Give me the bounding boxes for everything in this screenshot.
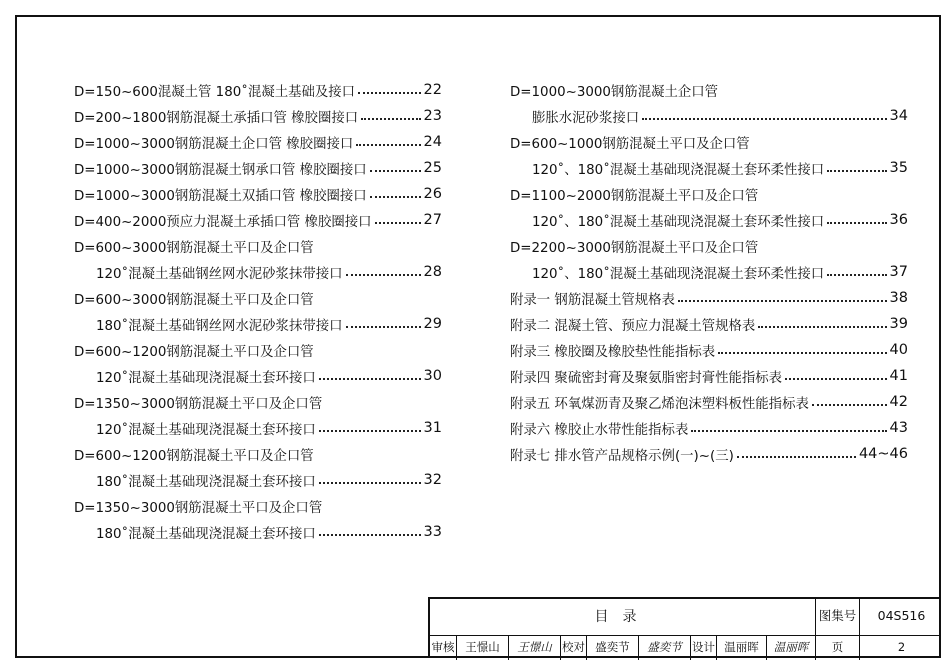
toc-entry-page: 29 xyxy=(423,316,442,332)
page-label: 页 xyxy=(815,636,859,660)
dot-leader xyxy=(691,430,886,432)
toc-entry xyxy=(74,181,442,207)
dot-leader xyxy=(737,456,856,458)
toc-entry-page: 27 xyxy=(423,212,442,228)
toc-entry xyxy=(74,493,442,519)
dot-leader xyxy=(319,482,421,484)
toc-entry-title: 附录一 钢筋混凝土管规格表 xyxy=(510,292,675,308)
dot-leader xyxy=(758,326,886,328)
toc-entry xyxy=(510,415,908,441)
dot-leader xyxy=(346,274,421,276)
dot-leader xyxy=(718,352,886,354)
toc-entry xyxy=(74,311,442,337)
toc-entry-title: 膨胀水泥砂浆接口 xyxy=(532,110,640,126)
toc-entry xyxy=(74,519,442,545)
toc-entry xyxy=(74,337,442,363)
toc-entry-title: 附录二 混凝土管、预应力混凝土管规格表 xyxy=(510,318,756,334)
atlas-number: 04S516 xyxy=(859,599,943,635)
dot-leader xyxy=(642,118,886,120)
toc-entry xyxy=(74,285,442,311)
dot-leader xyxy=(370,170,421,172)
toc-entry-page: 28 xyxy=(423,264,442,280)
toc-entry-page: 40 xyxy=(889,342,908,358)
toc-entry-page: 30 xyxy=(423,368,442,384)
designer-signature: 温丽晖 xyxy=(766,636,815,660)
toc-entry xyxy=(510,259,908,285)
toc-entry-title: D=1000~3000钢筋混凝土企口管 橡胶圈接口 xyxy=(74,136,354,152)
toc-entry-title: 120˚混凝土基础现浇混凝土套环接口 xyxy=(96,422,316,438)
toc-entry-title: D=1100~2000钢筋混凝土平口及企口管 xyxy=(510,188,759,204)
toc-entry-title: D=1000~3000钢筋混凝土钢承口管 橡胶圈接口 xyxy=(74,162,367,178)
toc-entry xyxy=(510,77,908,103)
dot-leader xyxy=(678,300,887,302)
toc-entry xyxy=(74,129,442,155)
toc-entry xyxy=(510,389,908,415)
toc-entry-title: D=400~2000预应力混凝土承插口管 橡胶圈接口 xyxy=(74,214,372,230)
review-label: 审核 xyxy=(431,640,455,654)
toc-entry-title: D=600~3000钢筋混凝土平口及企口管 xyxy=(74,240,314,256)
designer-name: 温丽晖 xyxy=(716,636,766,660)
toc-entry-page: 41 xyxy=(889,368,908,384)
toc-entry-title: D=2200~3000钢筋混凝土平口及企口管 xyxy=(510,240,759,256)
toc-entry-page: 36 xyxy=(889,212,908,228)
dot-leader xyxy=(785,378,886,380)
toc-entry-page: 39 xyxy=(889,316,908,332)
reviewer-signature: 王憬山 xyxy=(508,636,560,660)
title-block xyxy=(428,597,941,658)
toc-entry xyxy=(510,311,908,337)
toc-entry xyxy=(510,181,908,207)
page-number: 2 xyxy=(859,636,943,660)
toc-entry-page: 35 xyxy=(889,160,908,176)
toc-entry-title: 附录五 环氧煤沥青及聚乙烯泡沫塑料板性能指标表 xyxy=(510,396,809,412)
toc-entry-page: 22 xyxy=(423,82,442,98)
toc-entry xyxy=(74,467,442,493)
toc-entry-title: D=1350~3000钢筋混凝土平口及企口管 xyxy=(74,500,323,516)
drawing-title: 目录 xyxy=(594,609,651,625)
dot-leader xyxy=(346,326,421,328)
toc-entry-title: D=600~3000钢筋混凝土平口及企口管 xyxy=(74,292,314,308)
toc-entry-page: 26 xyxy=(423,186,442,202)
toc-entry-title: 附录六 橡胶止水带性能指标表 xyxy=(510,422,689,438)
toc-entry-title: 120˚混凝土基础钢丝网水泥砂浆抹带接口 xyxy=(96,266,343,282)
toc-entry xyxy=(74,77,442,103)
toc-entry-page: 25 xyxy=(423,160,442,176)
toc-entry xyxy=(510,103,908,129)
dot-leader xyxy=(375,222,421,224)
dot-leader xyxy=(319,430,421,432)
check-label: 校对 xyxy=(560,636,586,660)
toc-entry-title: 120˚、180˚混凝土基础现浇混凝土套环柔性接口 xyxy=(532,214,825,230)
toc-entry-page: 32 xyxy=(423,472,442,488)
dot-leader xyxy=(827,170,886,172)
toc-entry-page: 38 xyxy=(889,290,908,306)
dot-leader xyxy=(361,118,420,120)
toc-left-column xyxy=(74,77,442,545)
toc-entry-title: D=200~1800钢筋混凝土承插口管 橡胶圈接口 xyxy=(74,110,359,126)
toc-entry-page: 23 xyxy=(423,108,442,124)
reviewer-name: 王憬山 xyxy=(456,636,508,660)
toc-entry xyxy=(74,155,442,181)
toc-entry xyxy=(74,259,442,285)
atlas-number-label: 图集号 xyxy=(815,599,859,635)
toc-entry-page: 37 xyxy=(889,264,908,280)
toc-entry xyxy=(510,441,908,467)
toc-entry xyxy=(510,129,908,155)
title-block-signature-row xyxy=(430,636,941,660)
toc-entry xyxy=(74,363,442,389)
toc-entry xyxy=(74,103,442,129)
toc-entry-title: D=150~600混凝土管 180˚混凝土基础及接口 xyxy=(74,84,356,100)
toc-entry-title: D=1350~3000钢筋混凝土平口及企口管 xyxy=(74,396,323,412)
toc-entry-title: 120˚混凝土基础现浇混凝土套环接口 xyxy=(96,370,316,386)
dot-leader xyxy=(827,274,886,276)
title-block-top-row xyxy=(430,599,941,636)
toc-entry-title: D=1000~3000钢筋混凝土企口管 xyxy=(510,84,719,100)
dot-leader xyxy=(356,144,420,146)
checker-name: 盛奕节 xyxy=(586,636,638,660)
toc-entry xyxy=(510,363,908,389)
toc-entry-page: 33 xyxy=(423,524,442,540)
toc-entry xyxy=(74,389,442,415)
dot-leader xyxy=(319,534,421,536)
toc-entry xyxy=(510,337,908,363)
dot-leader xyxy=(827,222,886,224)
toc-entry-title: 附录七 排水管产品规格示例(一)~(三) xyxy=(510,448,734,464)
toc-entry xyxy=(510,155,908,181)
toc-entry-page: 34 xyxy=(889,108,908,124)
toc-entry-title: 附录三 橡胶圈及橡胶垫性能指标表 xyxy=(510,344,716,360)
toc-entry xyxy=(74,415,442,441)
toc-entry-title: 180˚混凝土基础现浇混凝土套环接口 xyxy=(96,526,316,542)
toc-entry-page: 44~46 xyxy=(858,446,908,462)
dot-leader xyxy=(370,196,421,198)
toc-entry xyxy=(74,207,442,233)
dot-leader xyxy=(319,378,421,380)
toc-entry-title: 120˚、180˚混凝土基础现浇混凝土套环柔性接口 xyxy=(532,162,825,178)
checker-signature: 盛奕节 xyxy=(638,636,690,660)
toc-entry-title: D=600~1000钢筋混凝土平口及企口管 xyxy=(510,136,750,152)
toc-entry xyxy=(510,233,908,259)
toc-entry-title: 180˚混凝土基础钢丝网水泥砂浆抹带接口 xyxy=(96,318,343,334)
toc-entry-title: 120˚、180˚混凝土基础现浇混凝土套环柔性接口 xyxy=(532,266,825,282)
toc-entry-title: 180˚混凝土基础现浇混凝土套环接口 xyxy=(96,474,316,490)
toc-entry-title: D=600~1200钢筋混凝土平口及企口管 xyxy=(74,448,314,464)
toc-entry-page: 31 xyxy=(423,420,442,436)
toc-entry xyxy=(510,207,908,233)
dot-leader xyxy=(358,92,420,94)
dot-leader xyxy=(812,404,887,406)
toc-entry xyxy=(74,441,442,467)
toc-entry xyxy=(74,233,442,259)
toc-entry-page: 24 xyxy=(423,134,442,150)
toc-entry-page: 42 xyxy=(889,394,908,410)
toc-right-column xyxy=(510,77,908,467)
toc-entry-title: 附录四 聚硫密封膏及聚氨脂密封膏性能指标表 xyxy=(510,370,783,386)
toc-entry xyxy=(510,285,908,311)
toc-entry-page: 43 xyxy=(889,420,908,436)
toc-entry-title: D=600~1200钢筋混凝土平口及企口管 xyxy=(74,344,314,360)
design-label: 设计 xyxy=(690,636,716,660)
toc-entry-title: D=1000~3000钢筋混凝土双插口管 橡胶圈接口 xyxy=(74,188,367,204)
